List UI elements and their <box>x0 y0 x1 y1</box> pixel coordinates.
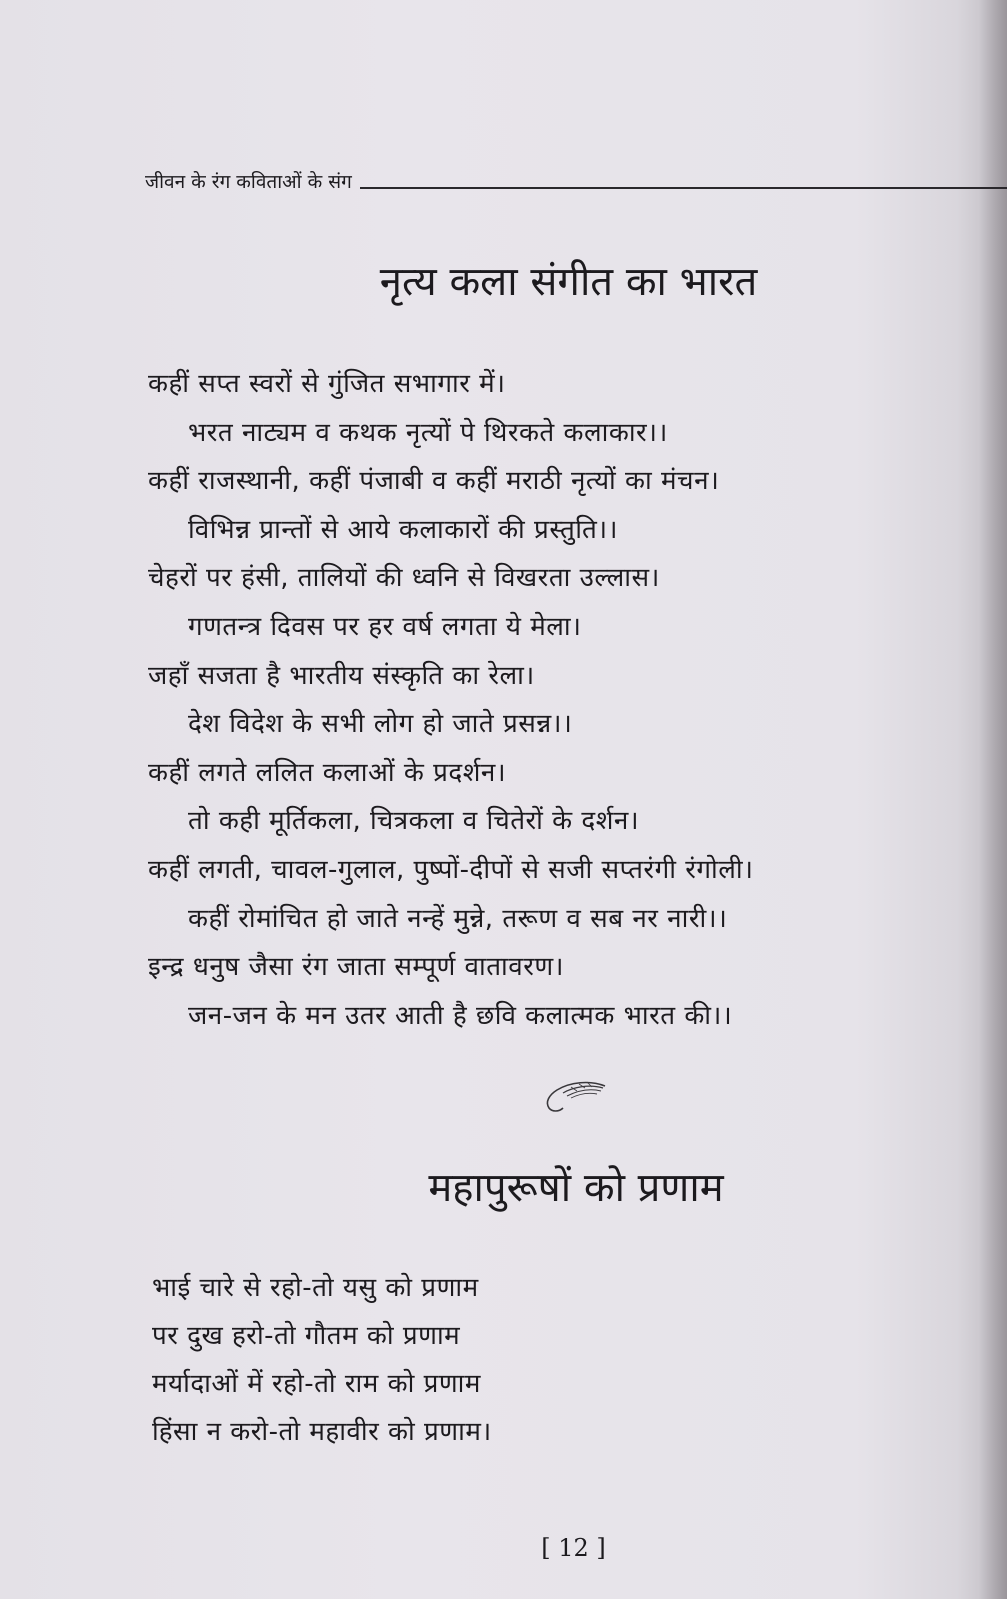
poem-line: जहाँ सजता है भारतीय संस्कृति का रेला। <box>148 660 535 691</box>
running-title: जीवन के रंग कविताओं के संग <box>145 171 352 193</box>
poem-line: हिंसा न करो-तो महावीर को प्रणाम। <box>152 1417 492 1447</box>
poem-line: कहीं लगते ललित कलाओं के प्रदर्शन। <box>148 757 507 788</box>
poem-line: इन्द्र धनुष जैसा रंग जाता सम्पूर्ण वातावरण। <box>148 952 565 983</box>
poem-line: पर दुख हरो-तो गौतम को प्रणाम <box>152 1321 461 1351</box>
poem-line: गणतन्त्र दिवस पर हर वर्ष लगता ये मेला। <box>188 611 582 642</box>
poem-line: जन-जन के मन उतर आती है छवि कलात्मक भारत की।। <box>188 1000 733 1031</box>
poem-line: चेहरों पर हंसी, तालियों की ध्वनि से विखरता उल्लास। <box>148 563 660 594</box>
feather-flourish-icon <box>535 1078 615 1118</box>
poem-1-title: नृत्य कला संगीत का भारत <box>379 259 758 305</box>
poem-line: विभिन्न प्रान्तों से आये कलाकारों की प्रस्तुति।। <box>188 514 619 545</box>
poem-line: तो कही मूर्तिकला, चित्रकला व चितेरों के दर्शन। <box>188 806 640 837</box>
poem-2-title: महापुरूषों को प्रणाम <box>428 1165 724 1211</box>
running-header <box>145 168 1007 194</box>
poem-line: मर्यादाओं में रहो-तो राम को प्रणाम <box>152 1369 481 1399</box>
poem-line: देश विदेश के सभी लोग हो जाते प्रसन्न।। <box>188 709 573 740</box>
poem-line: कहीं रोमांचित हो जाते नन्हें मुन्ने, तरूण व सब नर नारी।। <box>188 903 728 934</box>
page-number: [ 12 ] <box>541 1534 606 1562</box>
poem-line: भरत नाट्यम व कथक नृत्यों पे थिरकते कलाकार।। <box>188 417 668 448</box>
poem-line: कहीं सप्त स्वरों से गुंजित सभागार में। <box>148 369 506 399</box>
poem-2-body <box>152 1264 852 1456</box>
poem-line: भाई चारे से रहो-तो यसु को प्रणाम <box>152 1273 479 1303</box>
poem-line: कहीं राजस्थानी, कहीं पंजाबी व कहीं मराठी नृत्यों का मंचन। <box>148 466 720 497</box>
poem-line: कहीं लगती, चावल-गुलाल, पुष्पों-दीपों से सजी सप्तरंगी रंगोली। <box>148 854 754 885</box>
poem-1-body <box>148 360 988 1040</box>
header-rule <box>360 187 1007 189</box>
